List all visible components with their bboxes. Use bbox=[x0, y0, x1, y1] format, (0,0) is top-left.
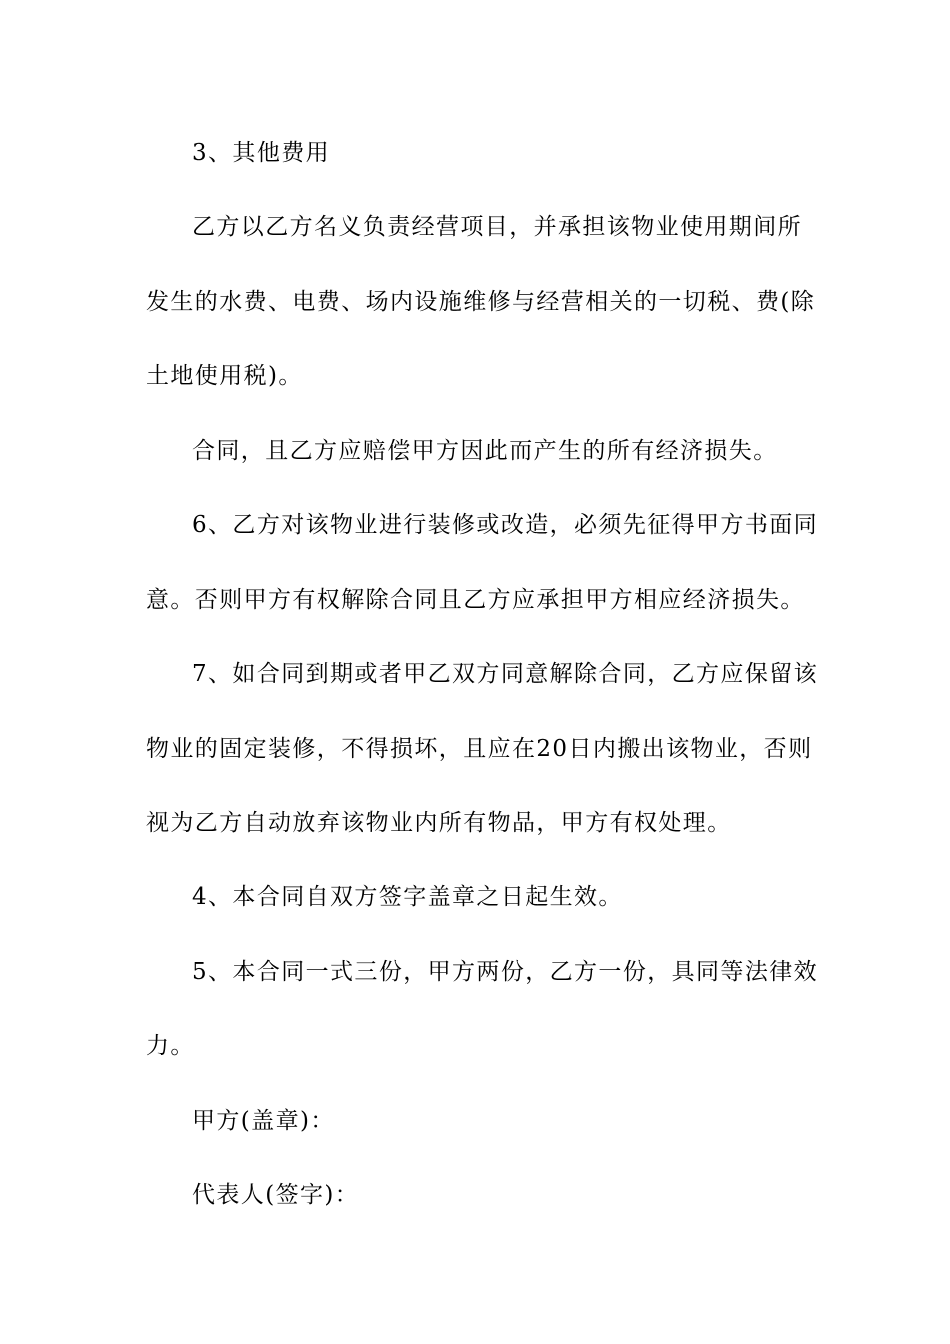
clause-6-line-1: 6、乙方对该物业进行装修或改造，必须先征得甲方书面同 bbox=[192, 512, 819, 538]
clause-7-line-2: 物业的固定装修，不得损坏，且应在20日内搬出该物业，否则 bbox=[146, 736, 813, 762]
clause-5-line-2: 力。 bbox=[146, 1033, 195, 1059]
clause-5-line-1: 5、本合同一式三份，甲方两份，乙方一份，具同等法律效 bbox=[192, 959, 819, 985]
clause-3-paragraph-line-1: 乙方以乙方名义负责经营项目，并承担该物业使用期间所 bbox=[192, 214, 802, 240]
clause-3-paragraph-line-3: 土地使用税)。 bbox=[146, 363, 303, 389]
representative-signature-label: 代表人(签字)： bbox=[192, 1182, 360, 1208]
clause-3-heading: 3、其他费用 bbox=[192, 140, 331, 166]
clause-7-line-3: 视为乙方自动放弃该物业内所有物品，甲方有权处理。 bbox=[146, 810, 732, 836]
clause-3-paragraph-line-2: 发生的水费、电费、场内设施维修与经营相关的一切税、费(除 bbox=[146, 289, 816, 315]
contract-damages-line: 合同，且乙方应赔偿甲方因此而产生的所有经济损失。 bbox=[192, 438, 778, 464]
party-a-seal-label: 甲方(盖章)： bbox=[192, 1108, 335, 1134]
clause-7-line-1: 7、如合同到期或者甲乙双方同意解除合同，乙方应保留该 bbox=[192, 661, 819, 687]
clause-4-line: 4、本合同自双方签字盖章之日起生效。 bbox=[192, 884, 623, 910]
clause-6-line-2: 意。否则甲方有权解除合同且乙方应承担甲方相应经济损失。 bbox=[146, 587, 805, 613]
